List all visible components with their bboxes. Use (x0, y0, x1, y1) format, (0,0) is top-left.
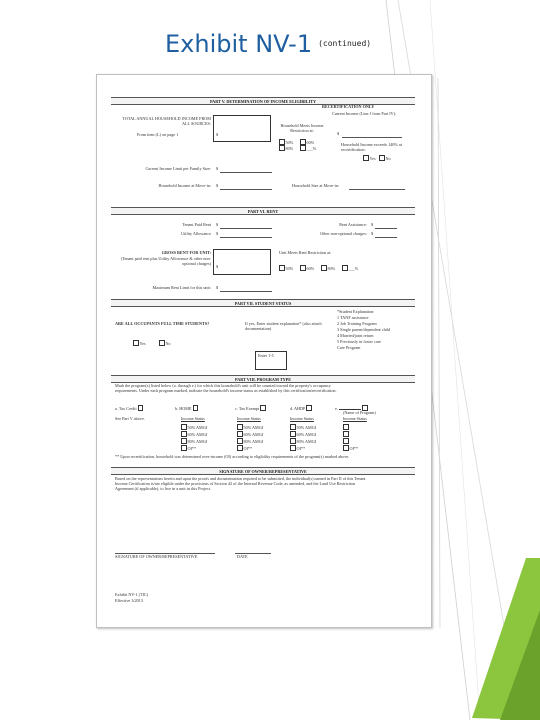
program-c[interactable]: c. Tax Exempt (235, 405, 267, 412)
ahdp-status-oi[interactable]: OI** (290, 445, 305, 452)
program-d[interactable]: d. AHDP (290, 405, 313, 412)
rent-pct-80[interactable]: 80% (321, 265, 335, 272)
tax-credit-status-note: See Part V above. (115, 416, 145, 421)
ahdp-status-60[interactable]: 60% AMGI (290, 431, 316, 438)
ahdp-status-80[interactable]: 80% AMGI (290, 438, 316, 445)
home-status-80[interactable]: 80% AMGI (181, 438, 207, 445)
part5-header: PART V. DETERMINATION OF INCOME ELIGIBILITY (111, 97, 415, 105)
part6-header: PART VI. RENT (111, 207, 415, 215)
signature-header: SIGNATURE OF OWNER/REPRESENTATIVE (111, 467, 415, 475)
exempt-status-oi[interactable]: OI** (237, 445, 252, 452)
current-income-label: Current Income (Line J from Part IV): (332, 111, 397, 116)
explanation-5: 5 Previously in foster care (337, 339, 381, 344)
signature-date-label: DATE (237, 554, 248, 559)
total-income-label: TOTAL ANNUAL HOUSEHOLD INCOME FROM ALL SOURCES: (122, 116, 211, 126)
program-instructions-1: Mark the program(s) listed below (a. through e.) for which this household's unit will be counted toward the property's occupancy (115, 383, 331, 388)
exempt-status-50[interactable]: 50% AMGI (237, 424, 263, 431)
other-status-cb2[interactable] (343, 431, 350, 438)
other-charges-line[interactable] (375, 237, 397, 238)
exemption-question: If yes, Enter student explanation* (also attach documentation) (245, 321, 322, 331)
current-limit-line[interactable] (220, 172, 272, 173)
other-charges-label: Other non-optional charges: (320, 231, 367, 236)
exceeds-label: Household Income exceeds 140% at recertification: (341, 142, 402, 152)
signature-text-1: Based on the representations herein and upon the proofs and documentation required to be submitted, the individual(s) named in Part II of this Tenant (115, 476, 366, 481)
other-status-cb1[interactable] (343, 424, 350, 431)
student-no[interactable]: No (159, 340, 171, 347)
total-income-dollar: $ (216, 132, 219, 137)
pct-50-option[interactable]: 50% (279, 139, 293, 146)
gross-rent-note: (Tenant paid rent plus Utility Allowance & other non-optional charges) (120, 256, 211, 266)
ahdp-status-heading: Income Status (290, 416, 314, 421)
part8-header: PART VIII. PROGRAM TYPE (111, 375, 415, 383)
program-instructions-2: requirements. Under each program marked, indicate the household's income status as established by this certification/recertification. (115, 388, 337, 393)
utility-allowance-line[interactable] (220, 237, 272, 238)
recert-label: RECERTIFICATION ONLY (322, 104, 375, 109)
explanation-2: 2 Job Training Program (337, 321, 377, 326)
utility-allowance-label: Utility Allowance (181, 231, 211, 236)
current-limit-label: Current Income Limit per Family Size: (145, 166, 211, 171)
home-status-oi[interactable]: OI** (181, 445, 196, 452)
program-a[interactable]: a. Tax Credit (115, 405, 144, 412)
household-size-move-in-line[interactable] (349, 189, 405, 190)
slide-title (165, 30, 371, 58)
tenant-rent-line[interactable] (220, 228, 272, 229)
slide-subtitle: (continued) (318, 39, 372, 48)
explanation-1: 1 TANF assistance (337, 315, 369, 320)
ahdp-status-50[interactable]: 50% AMGI (290, 424, 316, 431)
household-size-move-in-label: Household Size at Move-in: (292, 183, 340, 188)
home-status-heading: Income Status (181, 416, 205, 421)
other-status-heading: Income Status (343, 416, 367, 421)
max-rent-dollar: $ (216, 285, 219, 290)
rent-pct-other[interactable]: ___% (342, 265, 358, 272)
owner-signature-label: SIGNATURE OF OWNER/REPRESENTATIVE (115, 554, 198, 559)
total-income-from: From item (L) on page 1 (137, 132, 179, 137)
name-of-program: (Name of Program) (343, 410, 376, 415)
signature-text-3: Agreement (if applicable), to live in a unit in this Project. (115, 486, 212, 491)
footer-line-1: Exhibit NV-1 (TIC) (115, 592, 149, 597)
exempt-status-heading: Income Status (237, 416, 261, 421)
student-yes[interactable]: Yes (133, 340, 146, 347)
explanation-title: *Student Explanation: (337, 309, 375, 314)
pct-60-option[interactable]: 60% (300, 139, 314, 146)
tenant-rent-dollar: $ (216, 222, 219, 227)
household-income-move-in-label: Household Income at Move-in: (158, 183, 211, 188)
explanation-3: 3 Single parent/dependent child (337, 327, 391, 332)
current-income-line[interactable] (342, 137, 402, 138)
unit-meets-rent-label: Unit Meets Rent Restriction at: (279, 250, 332, 255)
footer-line-2: Effective 3/2013 (115, 598, 143, 603)
rent-assistance-label: Rent Assistance: (339, 222, 367, 227)
full-time-question: ARE ALL OCCUPANTS FULL TIME STUDENTS? (115, 321, 210, 326)
rent-assistance-dollar: $ (371, 222, 374, 227)
household-income-move-in-dollar: $ (216, 183, 219, 188)
form-document (96, 74, 432, 628)
other-charges-dollar: $ (371, 231, 374, 236)
overincome-footnote: ** Upon recertification, household was determined over-income (OI) according to eligibility requirements of the program(s) marked above. (115, 454, 350, 459)
gross-rent-box[interactable] (213, 249, 271, 275)
program-b[interactable]: b. HOME (175, 405, 199, 412)
exempt-status-80[interactable]: 80% AMGI (237, 438, 263, 445)
home-status-60[interactable]: 60% AMGI (181, 431, 207, 438)
exempt-status-60[interactable]: 60% AMGI (237, 431, 263, 438)
current-income-dollar: $ (337, 131, 340, 136)
rent-assistance-line[interactable] (375, 228, 397, 229)
household-income-move-in-line[interactable] (220, 189, 272, 190)
gross-rent-dollar: $ (216, 264, 219, 269)
home-status-50[interactable]: 50% AMGI (181, 424, 207, 431)
total-income-box[interactable] (213, 115, 271, 142)
max-rent-label: Maximum Rent Limit for this unit: (152, 285, 211, 290)
exceeds-no[interactable]: No (379, 155, 391, 162)
rent-pct-60[interactable]: 60% (300, 265, 314, 272)
exceeds-yes[interactable]: Yes (363, 155, 376, 162)
current-limit-dollar: $ (216, 166, 219, 171)
gross-rent-label: GROSS RENT FOR UNIT: (161, 250, 211, 255)
pct-80-option[interactable]: 80% (279, 145, 293, 152)
enter-label: Enter 1-5 (258, 353, 274, 358)
part7-header: PART VII. STUDENT STATUS (111, 299, 415, 307)
slide-title-text: Exhibit NV-1 (165, 30, 313, 58)
explanation-5b: Care Program (337, 345, 361, 350)
utility-allowance-dollar: $ (216, 231, 219, 236)
unit-meets-label: Household Meets Income Restriction at: (280, 123, 324, 133)
program-e[interactable]: e. (335, 405, 369, 412)
other-status-oi[interactable]: OI** (343, 445, 358, 452)
rent-pct-50[interactable]: 50% (279, 265, 293, 272)
pct-other-option[interactable]: ___% (300, 145, 316, 152)
signature-text-2: Income Certification is/are eligible under the provisions of Section 42 of the Internal Revenue Code, as amended, and the Land Use Restriction (115, 481, 356, 486)
other-status-cb3[interactable] (343, 438, 350, 445)
explanation-4: 4 Married/joint return (337, 333, 374, 338)
max-rent-line[interactable] (220, 291, 272, 292)
tenant-rent-label: Tenant Paid Rent (182, 222, 211, 227)
